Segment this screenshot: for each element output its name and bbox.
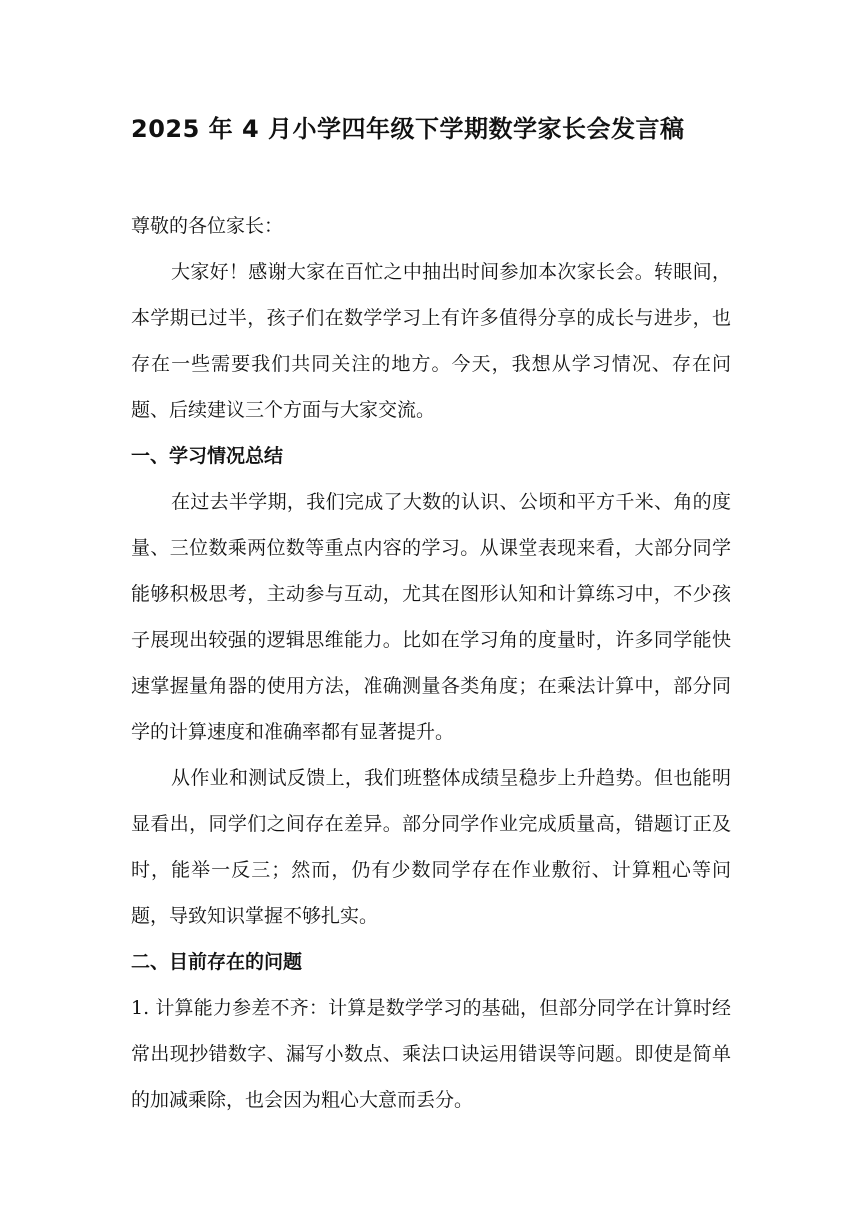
paragraph-learning-progress: 在过去半学期，我们完成了大数的认识、公顷和平方千米、角的度量、三位数乘两位数等重点内容的学习。从课堂表现来看，大部分同学能够积极思考，主动参与互动，尤其在图形认知和计算练习中，不少孩子展现出较强的逻辑思维能力。比如在学习角的度量时，许多同学能快速掌握量角器的使用方法，准确测量各类角度；在乘法计算中，部分同学的计算速度和准确率都有显著提升。 bbox=[131, 491, 731, 743]
document-body bbox=[131, 105, 731, 1123]
numbered-item-calculation: 1. 计算能力参差不齐：计算是数学学习的基础，但部分同学在计算时经常出现抄错数字、漏写小数点、乘法口诀运用错误等问题。即使是简单的加减乘除，也会因为粗心大意而丢分。 bbox=[131, 997, 731, 1111]
section-heading-current-problems: 二、目前存在的问题 bbox=[131, 951, 303, 973]
intro-paragraph: 大家好！感谢大家在百忙之中抽出时间参加本次家长会。转眼间，本学期已过半，孩子们在数学学习上有许多值得分享的成长与进步，也存在一些需要我们共同关注的地方。今天，我想从学习情况、存在问题、后续建议三个方面与大家交流。 bbox=[131, 261, 731, 421]
paragraph-homework-feedback: 从作业和测试反馈上，我们班整体成绩呈稳步上升趋势。但也能明显看出，同学们之间存在差异。部分同学作业完成质量高，错题订正及时，能举一反三；然而，仍有少数同学存在作业敷衍、计算粗心等问题，导致知识掌握不够扎实。 bbox=[131, 767, 731, 927]
greeting: 尊敬的各位家长： bbox=[131, 215, 284, 237]
section-heading-learning-summary: 一、学习情况总结 bbox=[131, 445, 284, 467]
document-title: 2025 年 4 月小学四年级下学期数学家长会发言稿 bbox=[131, 115, 685, 143]
